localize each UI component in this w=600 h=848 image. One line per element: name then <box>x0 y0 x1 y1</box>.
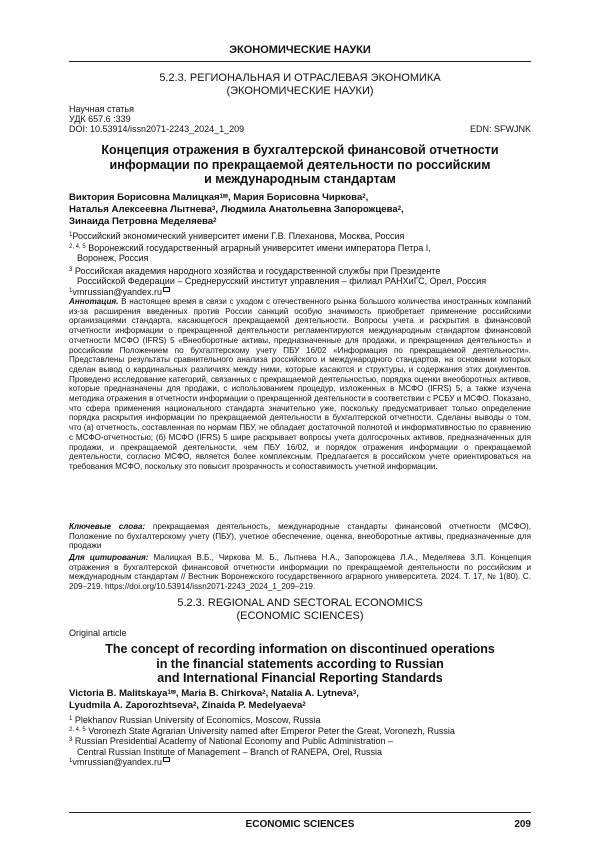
author-sup: 3 <box>352 690 357 696</box>
specialty-ru-line2: (ЭКОНОМИЧЕСКИЕ НАУКИ) <box>226 85 374 97</box>
author-name: , Maria B. Chirkova <box>175 688 263 699</box>
affiliation <box>69 266 531 277</box>
affiliation-sup: 1 <box>69 758 73 764</box>
author-name: Зинаида Петровна Меделяева <box>69 216 214 227</box>
author-name: Наталья Алексеевна Лытнева <box>69 204 213 215</box>
affiliation-sup: 3 <box>69 266 73 273</box>
title-line: и международным стандартам <box>204 172 396 186</box>
affiliation-sup: 2, 4, 5 <box>69 243 86 250</box>
envelope-icon <box>163 757 170 762</box>
affiliation-text: Воронежский государственный аграрный университет имени императора Петра I, <box>88 242 431 253</box>
affiliation-sup: 1 <box>69 287 73 294</box>
title-line: информации по прекращаемой деятельности по российским <box>109 157 491 172</box>
affiliation <box>69 287 531 298</box>
separator: , <box>356 688 359 699</box>
affiliation <box>69 715 531 726</box>
specialty-en-line2: (ECONOMIC SCIENCES) <box>236 610 364 622</box>
author-name: Виктория Борисовна Малицкая <box>69 192 220 203</box>
affiliations-en <box>69 715 531 768</box>
authors-ru <box>69 192 531 228</box>
separator: , <box>365 192 369 203</box>
citation-label: Для цитирования: <box>69 553 149 562</box>
affiliation <box>69 757 531 768</box>
author-sup: 2 <box>193 702 197 708</box>
author-sup: 2 <box>397 206 402 212</box>
affiliation <box>69 736 531 747</box>
affiliation-text: Российской Федерации – Среднерусский институт управления – филиал РАНХиГС, Орел, Россия <box>77 276 487 286</box>
specialty-ru-line1: 5.2.3. РЕГИОНАЛЬНАЯ И ОТРАСЛЕВАЯ ЭКОНОМИКА <box>159 72 441 84</box>
udk: УДК 657.6 :339 <box>69 114 131 124</box>
abstract-text: В настоящее время в связи с уходом с отечественного рынка большого количества иностранных компаний из-за расширения введенных против России санкций особую значимость приобретает применение российскими организациями стандарта, касающегося прекращаемой деятельности. Вопросы учета и раскрытия в финансовой отчетности информации о прекращенной деятельности регламентируются международным стандартом финансовой отчетности МСФО (IFRS) 5 «Внеоборотные активы, предназначенные для продажи, и прекращенная деятельность» и российским Положением по бухгалтерскому учету ПБУ 16/02 «Информация по прекращаемой деятельности». Представлены результаты сравнительного анализа российского и международного стандартов, на основании которых сделан вывод о кардинальных различиях между ними, которые касаются и структуры, и содержания этих документов. Проведено исследование категорий, связанных с прекращаемой деятельностью, порядка оценки внеоборотных активов, которые предназначены для продажи, с использованием процедур, изложенных в МСФО (IFRS) 5, а также изучена методика отражения в отчетности информации о прекращенной деятельности в соответствии с РСБУ и МСФО. Показано, что сфера применения национального стандарта значительно уже, поскольку предусматривает только определение порядка раскрытия информации по прекращаемой деятельности в бухгалтерской отчетности. Сделаны выводы о том, что (а) отчетность, составленная по нормам ПБУ, не обладает достаточной полнотой и информативностью по сравнению с МСФО-отчетностью; (б) МСФО (IFRS) 5 шире раскрывает вопросы учета долгосрочных активов, предназначенных для продажи, и прекращаемой деятельности, чем ПБУ 16/02, и порядок отражения информации о прекращаемой деятельности, согласно МСФО, является более комплексным. Предлагается в российском учете ориентироваться на требования МСФО, поскольку это повысит прозрачность и сопоставимость учетной информации. <box>69 297 531 471</box>
author-sup: 2 <box>262 690 266 696</box>
separator: , <box>401 204 404 215</box>
title-line: and International Financial Reporting Standards <box>157 671 443 685</box>
affiliation <box>69 747 531 758</box>
affiliation-sup: 3 <box>69 737 73 743</box>
affiliations-ru <box>69 231 531 297</box>
affiliation <box>69 253 531 264</box>
affiliation <box>69 243 531 254</box>
title-line: Концепция отражения в бухгалтерской финансовой отчетности <box>101 143 499 157</box>
affiliation-text: Russian Presidential Academy of National Economy and Public Administration – <box>74 736 394 746</box>
keywords-label: Ключевые слова: <box>69 522 146 531</box>
author-name: , Мария Борисовна Чиркова <box>227 192 363 203</box>
affiliation-text: Plekhanov Russian University of Economics, Moscow, Russia <box>74 715 321 725</box>
footer-rule <box>69 812 531 813</box>
article-title-en <box>69 642 531 686</box>
authors-en <box>69 688 531 712</box>
title-line: The concept of recording information on discontinued operations <box>105 642 495 656</box>
keywords-text: прекращаемая деятельность, международные стандарты финансовой отчетности (МСФО), Положение по бухгалтерскому учету (ПБУ), учетное обеспечение, оценка, внеоборотные активы, предназначенные для продажи <box>69 522 531 551</box>
author-sup: 2 <box>362 194 366 200</box>
affiliation <box>69 231 531 242</box>
affiliation-text: Российский экономический университет имени Г.В. Плеханова, Москва, Россия <box>72 231 405 241</box>
abstract-label: Аннотация. <box>69 297 119 306</box>
citation-text: Малицкая В.Б., Чиркова М. Б., Лытнева Н.А., Запорожцева Л.А., Меделяева З.П. Концепция отражения в бухгалтерской финансовой отчетности информации по прекращаемой деятельности по российским и международным стандартам // Вестник Воронежского государственного аграрного университета. 2024. Т. 17, № 1(80). С. 209–219. https://doi.org/10.53914/issn2071-2243_2024_1_209–219. <box>69 553 531 592</box>
email-link[interactable]: vmrussian@yandex.ru <box>72 757 163 767</box>
specialty-en-line1: 5.2.3. REGIONAL AND SECTORAL ECONOMICS <box>177 597 423 609</box>
author-name: , Natalia A. Lytneva <box>265 688 353 699</box>
affiliation-text: Российская академия народного хозяйства и государственной службы при Президенте <box>74 265 441 276</box>
edn: EDN: SFWJNK <box>469 124 531 134</box>
affiliation-text: Воронеж, Россия <box>77 253 149 263</box>
author-name: , Zinaida P. Medelyaeva <box>196 700 303 711</box>
affiliation-text: Central Russian Institute of Management – Branch of RANEPA, Orel, Russia <box>77 746 382 757</box>
affiliation-sup: 1 <box>69 716 73 722</box>
author-name: , Людмила Анатольевна Запорожцева <box>215 204 398 215</box>
article-type-en: Original article <box>69 628 127 638</box>
affiliation <box>69 726 531 737</box>
author-sup: 2 <box>213 218 217 224</box>
footer-section: ECONOMIC SCIENCES <box>245 819 355 830</box>
envelope-icon <box>163 287 170 292</box>
affiliation-sup: 1 <box>69 232 73 238</box>
author-sup: 1✉ <box>219 194 228 200</box>
author-sup: 2 <box>302 702 306 708</box>
author-name: Lyudmila A. Zaporozhtseva <box>69 700 194 711</box>
citation-block <box>69 553 531 592</box>
doi: DOI: 10.53914/issn2071-2243_2024_1_209 <box>69 124 245 134</box>
affiliation-text: Voronezh State Agrarian University named after Emperor Peter the Great, Voronezh, Russia <box>88 725 455 736</box>
article-title-ru <box>69 143 531 187</box>
header-rule <box>69 61 531 62</box>
author-name: Victoria B. Malitskaya <box>69 688 168 699</box>
keywords-block <box>69 522 531 551</box>
author-sup: 1✉ <box>167 690 176 696</box>
title-line: in the financial statements according to Russian <box>156 656 444 671</box>
abstract-block <box>69 297 531 472</box>
article-type-ru: Научная статья <box>69 104 134 114</box>
author-sup: 3 <box>212 206 216 212</box>
affiliation <box>69 276 531 287</box>
page-number: 209 <box>514 819 531 830</box>
journal-section-header: ЭКОНОМИЧЕСКИЕ НАУКИ <box>229 44 371 56</box>
affiliation-sup: 2, 4, 5 <box>69 726 86 733</box>
email-link[interactable]: vmrussian@yandex.ru <box>72 286 163 297</box>
